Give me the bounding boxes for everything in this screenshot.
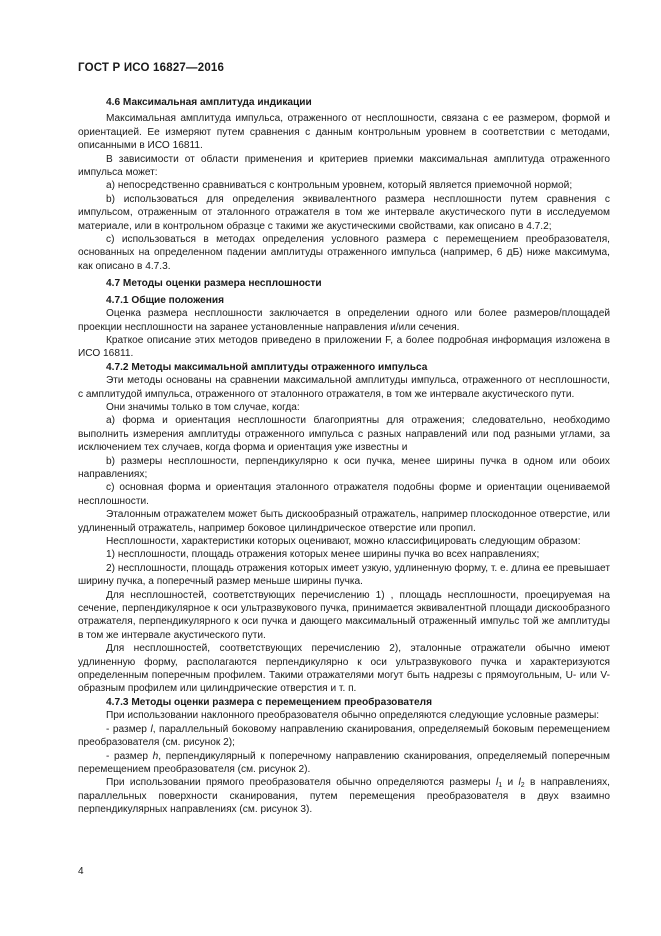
list-item: a) непосредственно сравниваться с контрольным уровнем, который является приемочной нормой; xyxy=(106,180,573,192)
list-item: a) форма и ориентация несплошности благоприятны для отражения; следовательно, необходимо выполнить измерения амплитуды отраженного импульса с разных направлений или под разными углами, за исключением тех случаев, когда форма и ориентация уже известны и xyxy=(78,415,610,454)
paragraph: Оценка размера несплошности заключается в определении одного или более размеров/площадей проекции несплошности на заранее установленные направления и/или сечения. xyxy=(78,308,610,333)
list-item: b) использоваться для определения эквивалентного размера несплошности путем сравнения с импульсом, отраженным от эталонного отражателя в том же интервале акустического пути в исследуемом материале, или в контрольном образце с такими же акустическими свойствами, как описано в 4.7.2; xyxy=(78,193,610,232)
page-number: 4 xyxy=(78,866,84,877)
variable-l1: l xyxy=(495,777,499,789)
section-heading-4-6: 4.6 Максимальная амплитуда индикации xyxy=(106,97,312,108)
paragraph: Для несплошностей, соответствующих перечислению 2), эталонные отражатели обычно имеют удлиненную форму, располагаются перпендикулярно к оси ультразвукового пучка и характеризуются определенным поперечным профилем. Такими отражателями могут быть надрезы с прямоугольным, U- или V-образным профилем или цилиндрические отверстия и т. п. xyxy=(78,643,610,695)
variable-h: h xyxy=(152,750,159,762)
text-run: в направлениях, параллельных поверхности сканирования, путем перемещения преобразователя в двух взаимно перпендикулярных направлениях (см. рисунок 3). xyxy=(78,777,610,816)
subscript-2: 2 xyxy=(520,782,525,790)
section-heading-4-7: 4.7 Методы оценки размера несплошности xyxy=(106,278,322,290)
list-item: c) основная форма и ориентация эталонного отражателя подобны форме и ориентации оцениваемой несплошности. xyxy=(78,482,610,507)
text-run: и xyxy=(502,777,519,789)
list-item: b) размеры несплошности, перпендикулярно к оси пучка, менее ширины пучка в одном или обоих направлениях; xyxy=(78,455,610,480)
text-run: , параллельный боковому направлению сканирования, определяемый боковым перемещением преобразователя (см. рисунок 2); xyxy=(78,723,610,749)
subsection-heading-4-7-3: 4.7.3 Методы оценки размера с перемещением преобразователя xyxy=(106,696,432,708)
document-body xyxy=(78,92,610,817)
subsection-heading-4-7-2: 4.7.2 Методы максимальной амплитуды отраженного импульса xyxy=(106,361,428,373)
paragraph: Максимальная амплитуда импульса, отраженного от несплошности, связана с ее размером, формой и ориентацией. Ее измеряют путем сравнения с данным контрольным уровнем в соответствии с методами, описанными в ИСО 16811. xyxy=(78,113,610,152)
paragraph xyxy=(78,776,610,816)
paragraph: В зависимости от области применения и критериев приемки максимальная амплитуда отраженного импульса может: xyxy=(78,153,610,179)
subsection-heading-4-7-1: 4.7.1 Общие положения xyxy=(106,294,224,306)
paragraph: Они значимы только в том случае, когда: xyxy=(106,401,300,413)
text-run: - размер xyxy=(106,750,153,762)
list-item: 2) несплошности, площадь отражения которых имеет узкую, удлиненную форму, т. е. длина ее превышает ширину пучка, а поперечный размер меньше ширины пучка. xyxy=(78,562,610,588)
paragraph: Для несплошностей, соответствующих перечислению 1) , площадь несплошности, проецируемая на сечение, перпендикулярное к оси ультразвукового пучка, принимается эквивалентной площади дискообразного отражателя, перпендикулярного к оси пучка и дающего максимальный отраженный импульс той же амплитуды в том же интервале акустического пути. xyxy=(78,589,610,641)
text-run: , перпендикулярный к поперечному направлению сканирования, определяемый поперечным перемещением преобразователя (см. рисунок 2). xyxy=(78,750,611,775)
paragraph: Эталонным отражателем может быть дискообразный отражатель, например плоскодонное отверстие, или удлиненный отражатель, например боковое цилиндрическое отверстие или пропил. xyxy=(78,509,610,534)
variable-l2: l xyxy=(518,777,521,789)
standard-header: ГОСТ Р ИСО 16827—2016 xyxy=(78,62,225,74)
paragraph: Краткое описание этих методов приведено в приложении F, а более подробная информация изложена в ИСО 16811. xyxy=(78,334,610,360)
paragraph: При использовании наклонного преобразователя обычно определяются следующие условные размеры: xyxy=(106,710,600,722)
list-item: 1) несплошности, площадь отражения которых менее ширины пучка во всех направлениях; xyxy=(106,549,540,561)
paragraph: Эти методы основаны на сравнении максимальной амплитуды импульса, отраженного от несплошности, с амплитудой импульса, отраженного от эталонного отражателя, в том же интервале акустического пути. xyxy=(78,375,610,400)
list-item: c) использоваться в методах определения условного размера с перемещением преобразователя, основанных на определенном падении амплитуды отраженного импульса (например, 6 дБ) ниже максимума, как описано в 4.7.3. xyxy=(78,234,610,272)
list-item xyxy=(78,723,610,750)
paragraph: Несплошности, характеристики которых оценивают, можно классифицировать следующим образом: xyxy=(106,536,581,547)
variable-l: l xyxy=(150,723,153,735)
subscript-1: 1 xyxy=(498,782,503,790)
text-run: - размер xyxy=(106,723,151,735)
text-run: При использовании прямого преобразователя обычно определяются размеры xyxy=(106,777,496,789)
list-item xyxy=(78,750,610,777)
